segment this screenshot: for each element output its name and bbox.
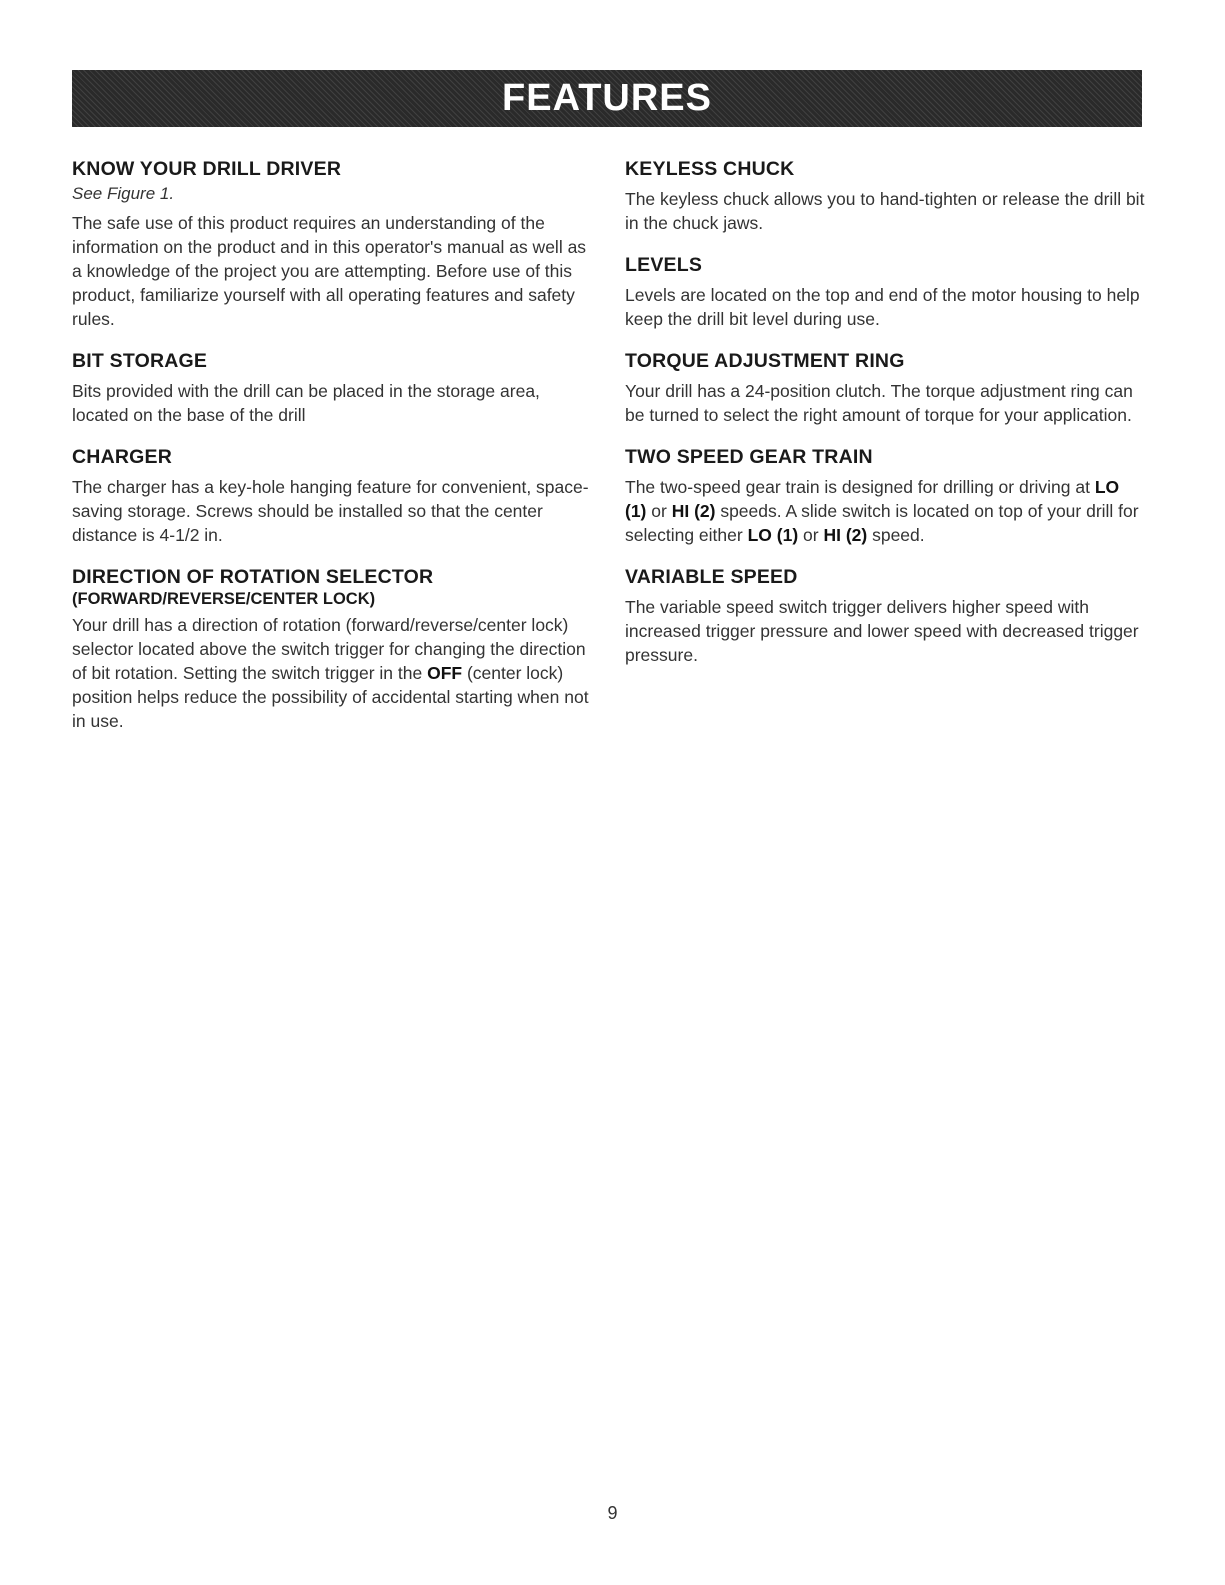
section-body xyxy=(72,613,592,733)
section-torque-ring xyxy=(625,349,1145,427)
section-charger xyxy=(72,445,592,547)
body-text: or xyxy=(651,501,667,521)
body-text: or xyxy=(803,525,819,545)
page-number: 9 xyxy=(607,1503,618,1523)
section-direction-selector xyxy=(72,565,592,733)
section-body: The variable speed switch trigger delivers higher speed with increased trigger pressure and lower speed with decreased trigger pressure. xyxy=(625,597,1139,665)
section-body: Levels are located on the top and end of the motor housing to help keep the drill bit level during use. xyxy=(625,285,1140,329)
section-heading: KNOW YOUR DRILL DRIVER xyxy=(72,158,342,180)
section-two-speed xyxy=(625,445,1145,547)
hi-label: HI (2) xyxy=(671,501,716,521)
banner-title: FEATURES xyxy=(502,77,712,119)
section-heading: DIRECTION OF ROTATION SELECTOR xyxy=(72,566,434,588)
body-text: (center lock) position helps reduce the possibility of accidental starting when not in use. xyxy=(72,663,589,731)
section-heading: CHARGER xyxy=(72,446,172,468)
right-column xyxy=(625,157,1145,685)
body-text: speed. xyxy=(872,525,925,545)
lo-label: LO (1) xyxy=(625,477,1120,521)
section-keyless-chuck xyxy=(625,157,1145,235)
hi-label: HI (2) xyxy=(823,525,868,545)
section-body: Your drill has a 24-position clutch. The torque adjustment ring can be turned to select the right amount of torque for your application. xyxy=(625,381,1133,425)
section-body: The safe use of this product requires an understanding of the information on the product and in this operator's manual as well as a knowledge of the project you are attempting. Before use of this product, familiarize yourself with all operating features and safety rules. xyxy=(72,213,587,329)
section-body: Bits provided with the drill can be placed in the storage area, located on the base of the drill xyxy=(72,381,540,425)
body-text: speeds. A slide switch is located on top of your drill for selecting either xyxy=(625,501,1139,545)
features-banner xyxy=(72,70,1142,127)
section-body xyxy=(625,475,1145,547)
section-subheading: (FORWARD/REVERSE/CENTER LOCK) xyxy=(72,590,376,608)
section-body: The charger has a key-hole hanging feature for convenient, space-saving storage. Screws should be installed so that the center distance is 4-1/2 in. xyxy=(72,477,589,545)
off-label: OFF xyxy=(427,663,463,683)
section-variable-speed xyxy=(625,565,1145,667)
section-heading: KEYLESS CHUCK xyxy=(625,158,795,180)
body-text: The two-speed gear train is designed for drilling or driving at xyxy=(625,477,1090,497)
section-levels xyxy=(625,253,1145,331)
section-body: The keyless chuck allows you to hand-tighten or release the drill bit in the chuck jaws. xyxy=(625,189,1145,233)
section-heading: VARIABLE SPEED xyxy=(625,566,798,588)
section-heading: TORQUE ADJUSTMENT RING xyxy=(625,350,905,372)
lo-label: LO (1) xyxy=(747,525,799,545)
figure-reference: See Figure 1. xyxy=(72,184,175,203)
body-text: Your drill has a direction of rotation (forward/reverse/center lock) selector located above the switch trigger for changing the direction of bit rotation. Setting the switch trigger in the xyxy=(72,615,586,683)
section-heading: LEVELS xyxy=(625,254,703,276)
left-column xyxy=(72,157,592,751)
section-bit-storage xyxy=(72,349,592,427)
section-heading: BIT STORAGE xyxy=(72,350,208,372)
section-know-your-drill xyxy=(72,157,592,331)
section-heading: TWO SPEED GEAR TRAIN xyxy=(625,446,873,468)
